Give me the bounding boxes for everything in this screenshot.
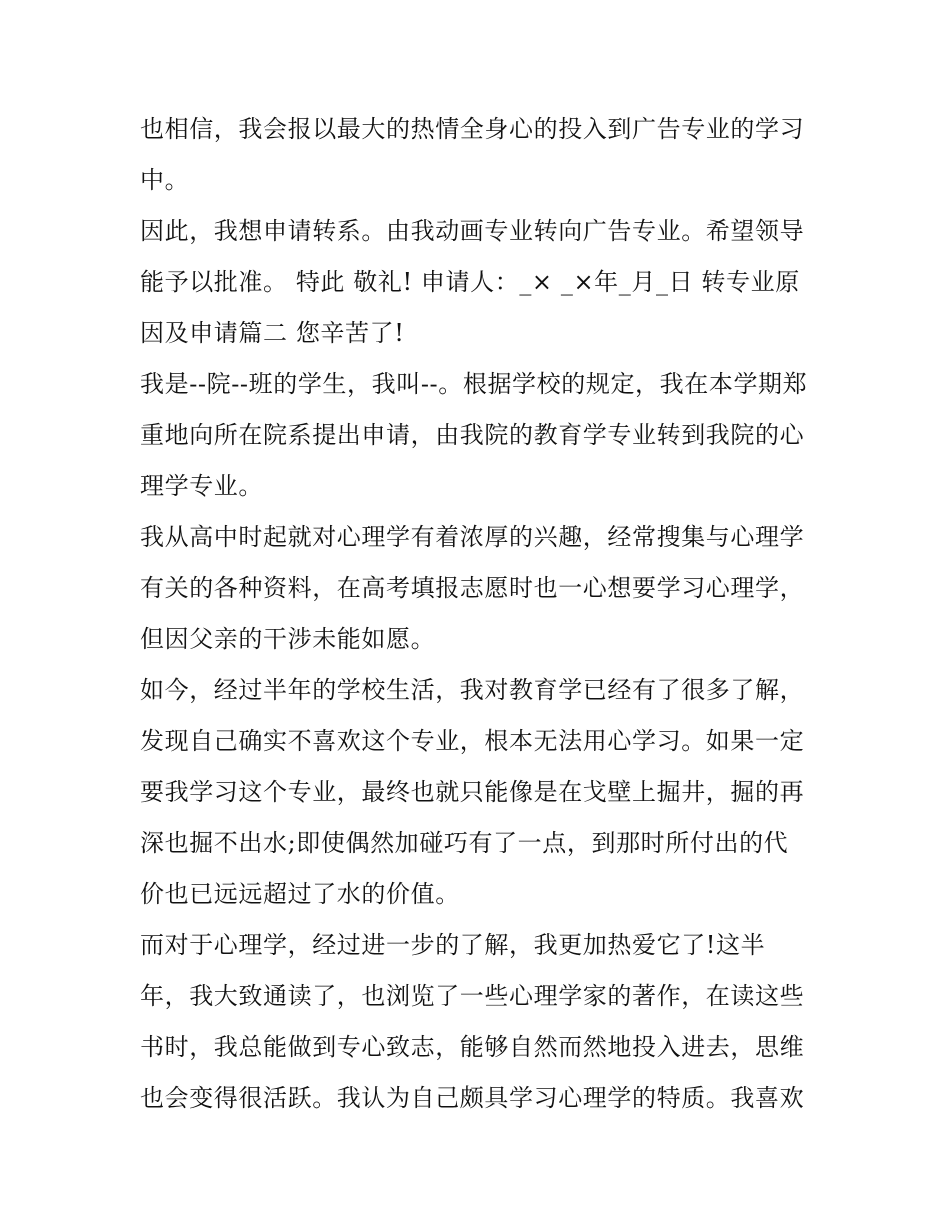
text-line: 而对于心理学，经过进一步的了解，我更加热爱它了!这半 [140, 931, 766, 959]
text-line: 中。 [140, 166, 190, 194]
text-line: 年，我大致通读了，也浏览了一些心理学家的著作，在读这些 [140, 982, 805, 1010]
text-line: 深也掘不出水;即使偶然加碰巧有了一点，到那时所付出的代 [140, 829, 789, 857]
text-line: 也会变得很活跃。我认为自己颇具学习心理学的特质。我喜欢 [140, 1084, 805, 1112]
text-line: 能予以批准。 特此 敬礼! 申请人：_× _×年_月_日 转专业原 [140, 268, 800, 296]
text-line: 如今，经过半年的学校生活，我对教育学已经有了很多了解， [140, 676, 805, 704]
text-line: 我从高中时起就对心理学有着浓厚的兴趣，经常搜集与心理学 [140, 523, 805, 551]
text-line: 因及申请篇二 您辛苦了! [140, 319, 405, 347]
text-line: 有关的各种资料，在高考填报志愿时也一心想要学习心理学， [140, 574, 805, 602]
text-line: 但因父亲的干涉未能如愿。 [140, 625, 436, 653]
document-body [140, 104, 820, 1124]
text-line: 也相信，我会报以最大的热情全身心的投入到广告专业的学习 [140, 115, 805, 143]
text-line: 我是--院--班的学生，我叫--。根据学校的规定，我在本学期郑 [140, 370, 808, 398]
text-line: 重地向所在院系提出申请，由我院的教育学专业转到我院的心 [140, 421, 805, 449]
text-line: 因此，我想申请转系。由我动画专业转向广告专业。希望领导 [140, 217, 805, 245]
text-line: 发现自己确实不喜欢这个专业，根本无法用心学习。如果一定 [140, 727, 805, 755]
text-line: 理学专业。 [140, 472, 263, 500]
text-line: 书时，我总能做到专心致志，能够自然而然地投入进去，思维 [140, 1033, 805, 1061]
text-line: 要我学习这个专业，最终也就只能像是在戈壁上掘井，掘的再 [140, 778, 805, 806]
text-line: 价也已远远超过了水的价值。 [140, 880, 460, 908]
